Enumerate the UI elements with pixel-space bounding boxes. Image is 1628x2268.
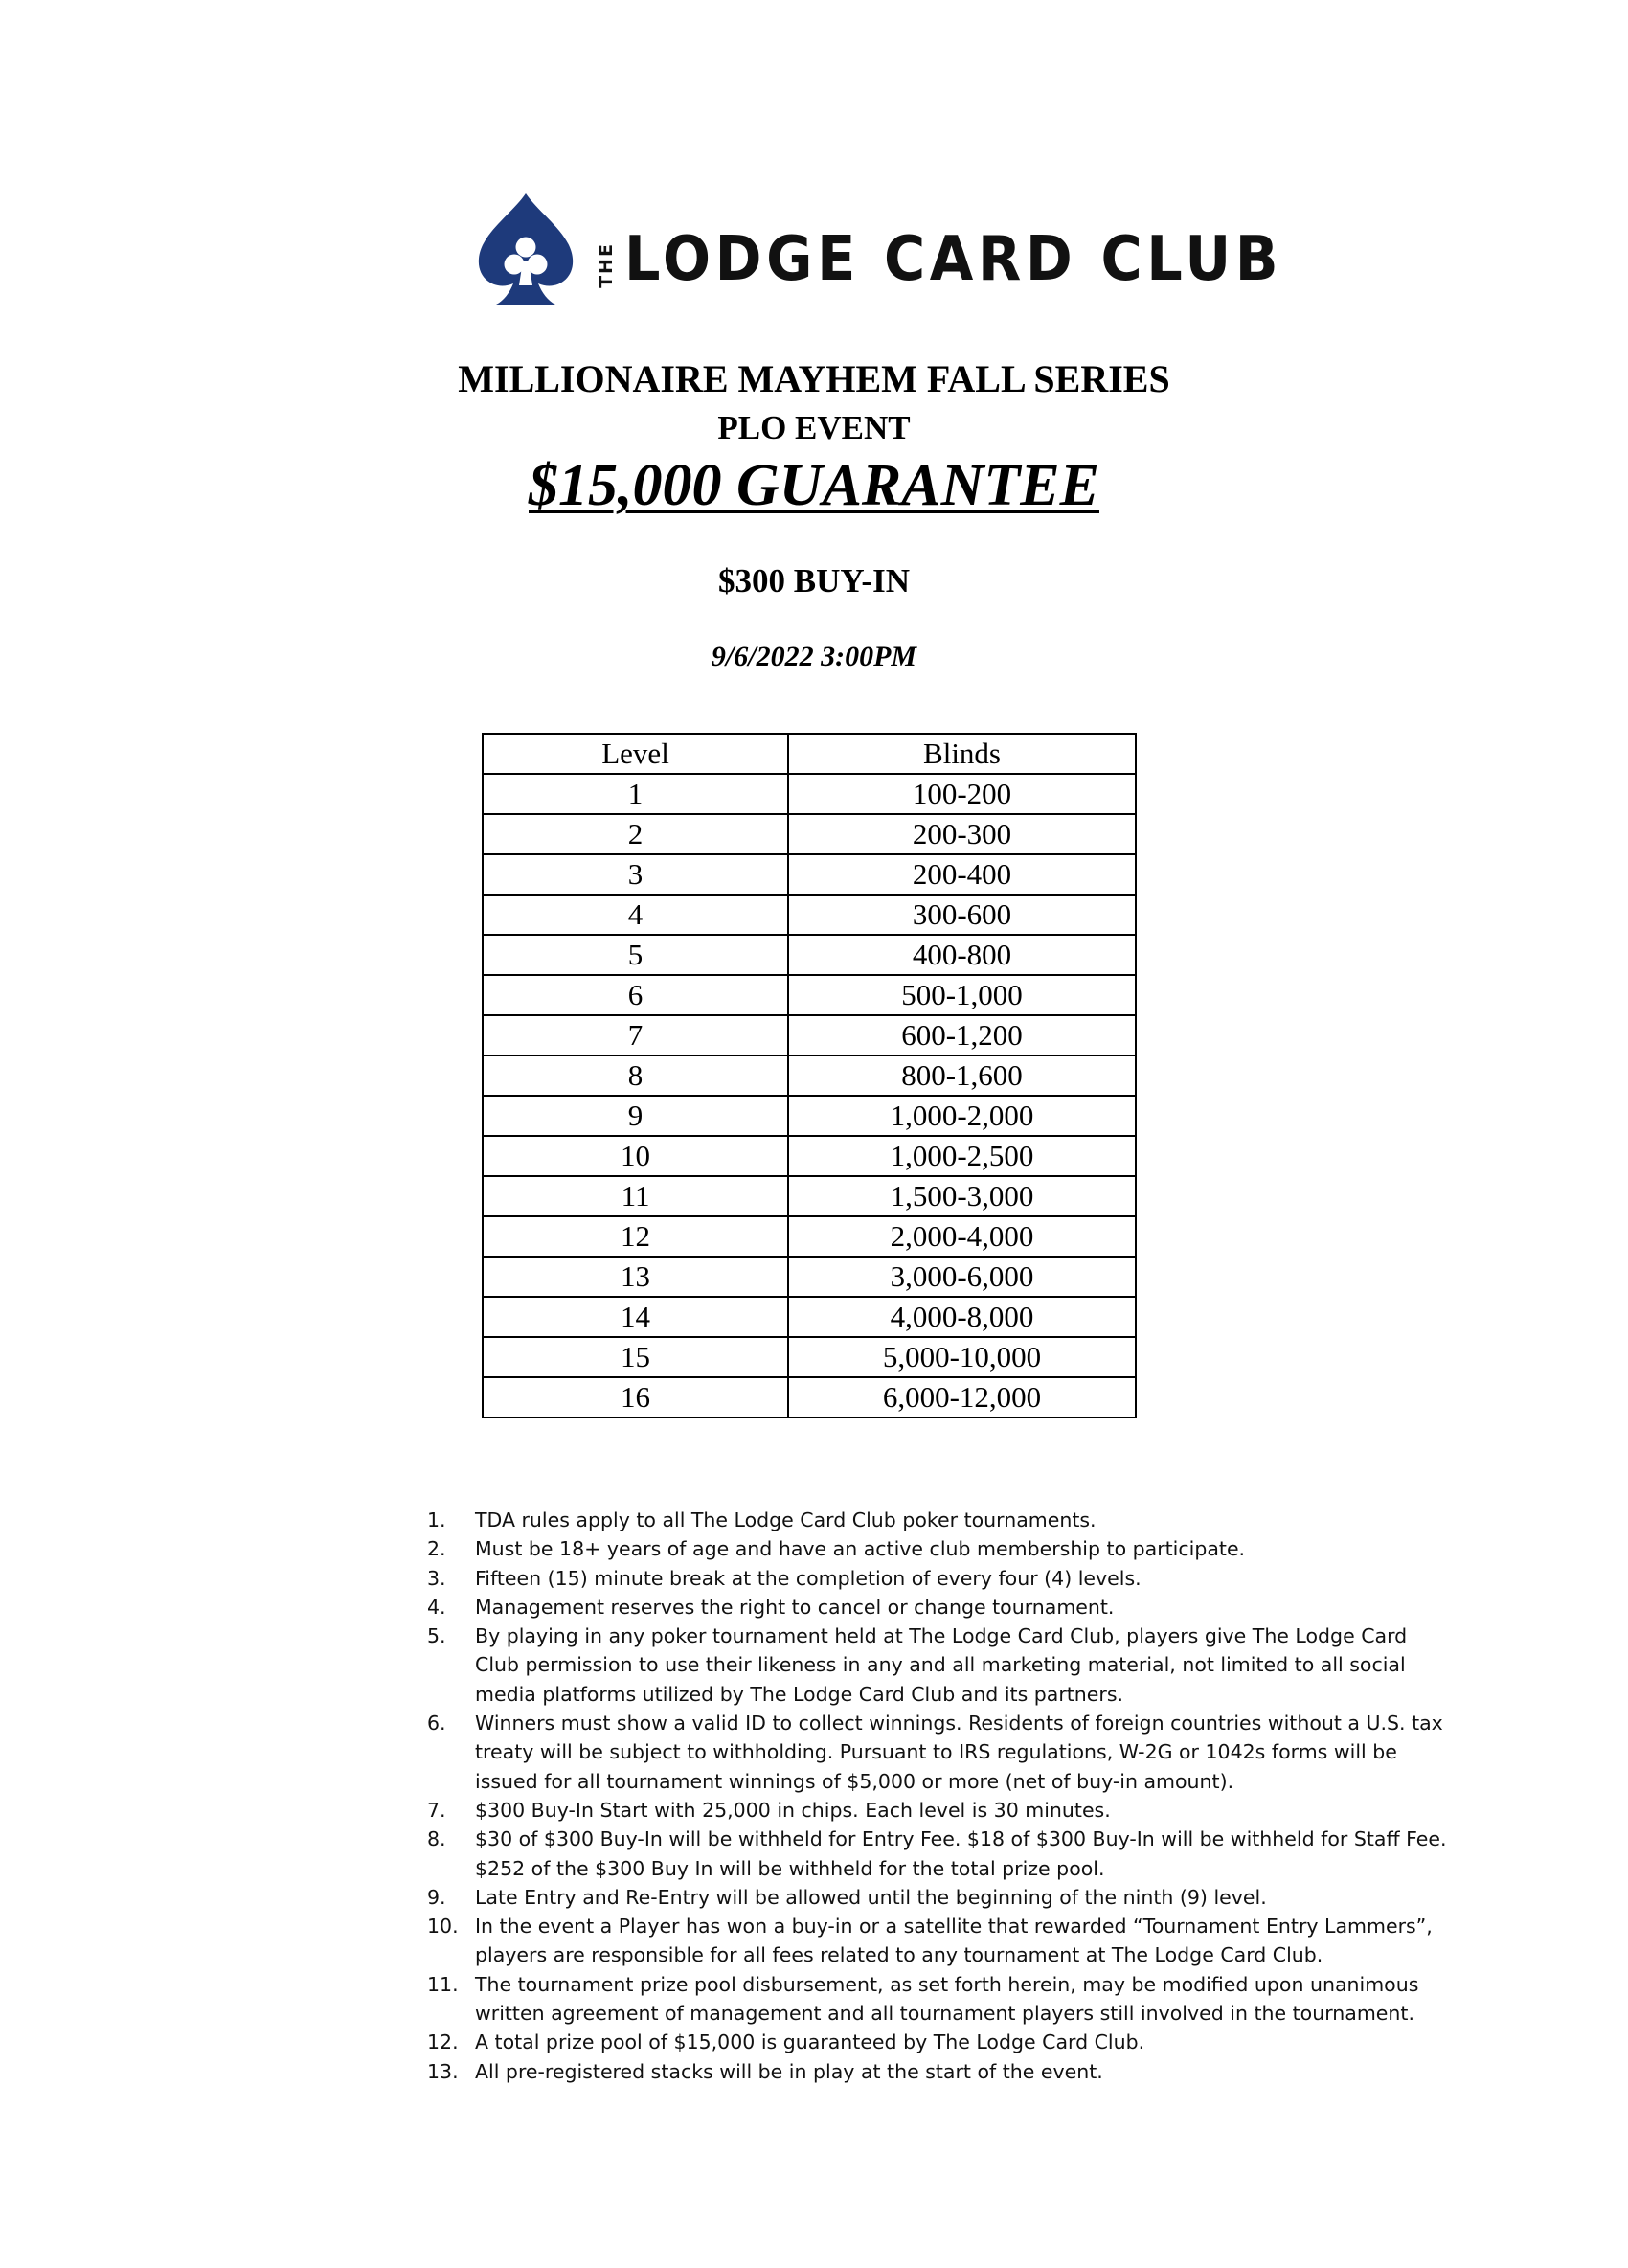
list-item [421,1564,1456,1593]
table-row [483,1055,1136,1096]
rule-number: 1. [427,1508,446,1531]
level-cell: 14 [483,1297,788,1337]
table-row [483,895,1136,935]
blinds-cell: 800-1,600 [788,1055,1136,1096]
blinds-cell: 200-300 [788,814,1136,854]
buy-in-heading: $300 BUY-IN [718,562,910,600]
club-logo [473,192,1283,306]
rule-text: Late Entry and Re-Entry will be allowed until the beginning of the ninth (9) level. [475,1885,1267,1909]
list-item [421,1709,1456,1796]
table-row [483,1297,1136,1337]
blinds-cell: 600-1,200 [788,1015,1136,1055]
list-item [421,2057,1456,2086]
guarantee-heading: $15,000 GUARANTEE [529,453,1099,518]
rule-text: Fifteen (15) minute break at the completion of every four (4) levels. [475,1566,1142,1590]
header-level: Level [483,734,788,774]
header-blinds: Blinds [788,734,1136,774]
rule-text: Winners must show a valid ID to collect winnings. Residents of foreign countries without a U.S. tax treaty will be subject to withholding. Pursuant to IRS regulations, W-2G or 1042s forms will be issued for all tournament winnings of $5,000 or more (net of buy-in amount). [475,1712,1443,1793]
blinds-cell: 1,500-3,000 [788,1176,1136,1216]
blinds-table [482,733,1137,1418]
level-cell: 13 [483,1257,788,1297]
list-item [421,1796,1456,1825]
level-cell: 3 [483,854,788,895]
rule-number: 8. [427,1827,446,1851]
rule-number: 2. [427,1537,446,1561]
list-item [421,1883,1456,1912]
list-item [421,1970,1456,2029]
rule-number: 7. [427,1798,446,1822]
rule-number: 5. [427,1624,446,1648]
level-cell: 15 [483,1337,788,1377]
level-cell: 10 [483,1136,788,1176]
spade-club-icon [473,192,578,306]
level-cell: 1 [483,774,788,814]
level-cell: 11 [483,1176,788,1216]
rule-text: $300 Buy-In Start with 25,000 in chips. Each level is 30 minutes. [475,1798,1111,1822]
table-row [483,1257,1136,1297]
table-row [483,1176,1136,1216]
event-datetime: 9/6/2022 3:00PM [711,641,917,672]
blinds-cell: 200-400 [788,854,1136,895]
blinds-cell: 3,000-6,000 [788,1257,1136,1297]
blinds-table-body [483,774,1136,1418]
rule-text: In the event a Player has won a buy-in or a satellite that rewarded “Tournament Entry Lammers”, players are responsible for all fees related to any tournament at The Lodge Card Club. [475,1915,1433,1967]
blinds-cell: 100-200 [788,774,1136,814]
blinds-cell: 1,000-2,000 [788,1096,1136,1136]
rule-number: 10. [427,1915,459,1939]
level-cell: 5 [483,935,788,975]
logo-the-text: THE [596,242,617,288]
blinds-cell: 400-800 [788,935,1136,975]
rule-text: TDA rules apply to all The Lodge Card Club poker tournaments. [475,1508,1097,1531]
list-item [421,1593,1456,1622]
level-cell: 4 [483,895,788,935]
table-row [483,1216,1136,1257]
level-cell: 6 [483,975,788,1015]
list-item [421,1622,1456,1709]
table-row [483,935,1136,975]
table-header-row [483,734,1136,774]
blinds-cell: 6,000-12,000 [788,1377,1136,1418]
table-row [483,814,1136,854]
level-cell: 7 [483,1015,788,1055]
rule-number: 3. [427,1566,446,1590]
rule-text: Must be 18+ years of age and have an active club membership to participate. [475,1537,1246,1561]
rule-number: 11. [427,1972,459,1996]
rule-text: All pre-registered stacks will be in play at the start of the event. [475,2059,1103,2083]
level-cell: 8 [483,1055,788,1096]
level-cell: 2 [483,814,788,854]
rule-number: 9. [427,1885,446,1909]
blinds-cell: 2,000-4,000 [788,1216,1136,1257]
rule-number: 4. [427,1595,446,1619]
blinds-cell: 300-600 [788,895,1136,935]
list-item [421,1534,1456,1563]
table-row [483,1096,1136,1136]
rule-number: 6. [427,1712,446,1735]
table-row [483,1015,1136,1055]
blinds-cell: 4,000-8,000 [788,1297,1136,1337]
rule-text: $30 of $300 Buy-In will be withheld for Entry Fee. $18 of $300 Buy-In will be withheld for Staff Fee. $252 of the $300 Buy In will be withheld for the total prize pool. [475,1827,1447,1880]
blinds-cell: 1,000-2,500 [788,1136,1136,1176]
series-title: MILLIONAIRE MAYHEM FALL SERIES [458,357,1170,400]
table-row [483,1337,1136,1377]
rule-text: Management reserves the right to cancel or change tournament. [475,1595,1115,1619]
table-row [483,774,1136,814]
table-row [483,1377,1136,1418]
event-name: PLO EVENT [717,409,911,446]
rule-text: By playing in any poker tournament held at The Lodge Card Club, players give The Lodge Card Club permission to use their likeness in any and all marketing material, not limited to all social media platforms utilized by The Lodge Card Club and its partners. [475,1624,1408,1706]
blinds-cell: 500-1,000 [788,975,1136,1015]
blinds-cell: 5,000-10,000 [788,1337,1136,1377]
rule-number: 13. [427,2059,459,2083]
rules-list [421,1506,1456,2086]
rule-text: A total prize pool of $15,000 is guaranteed by The Lodge Card Club. [475,2030,1145,2054]
logo-name-text: LODGE CARD CLUB [624,224,1283,295]
list-item [421,1912,1456,1970]
list-item [421,1825,1456,1883]
rule-text: The tournament prize pool disbursement, as set forth herein, may be modified upon unanimous written agreement of management and all tournament players still involved in the tournament. [475,1972,1419,2026]
rule-number: 12. [427,2030,459,2054]
table-row [483,1136,1136,1176]
list-item [421,2028,1456,2056]
level-cell: 16 [483,1377,788,1418]
level-cell: 12 [483,1216,788,1257]
level-cell: 9 [483,1096,788,1136]
list-item [421,1506,1456,1534]
table-row [483,975,1136,1015]
table-row [483,854,1136,895]
